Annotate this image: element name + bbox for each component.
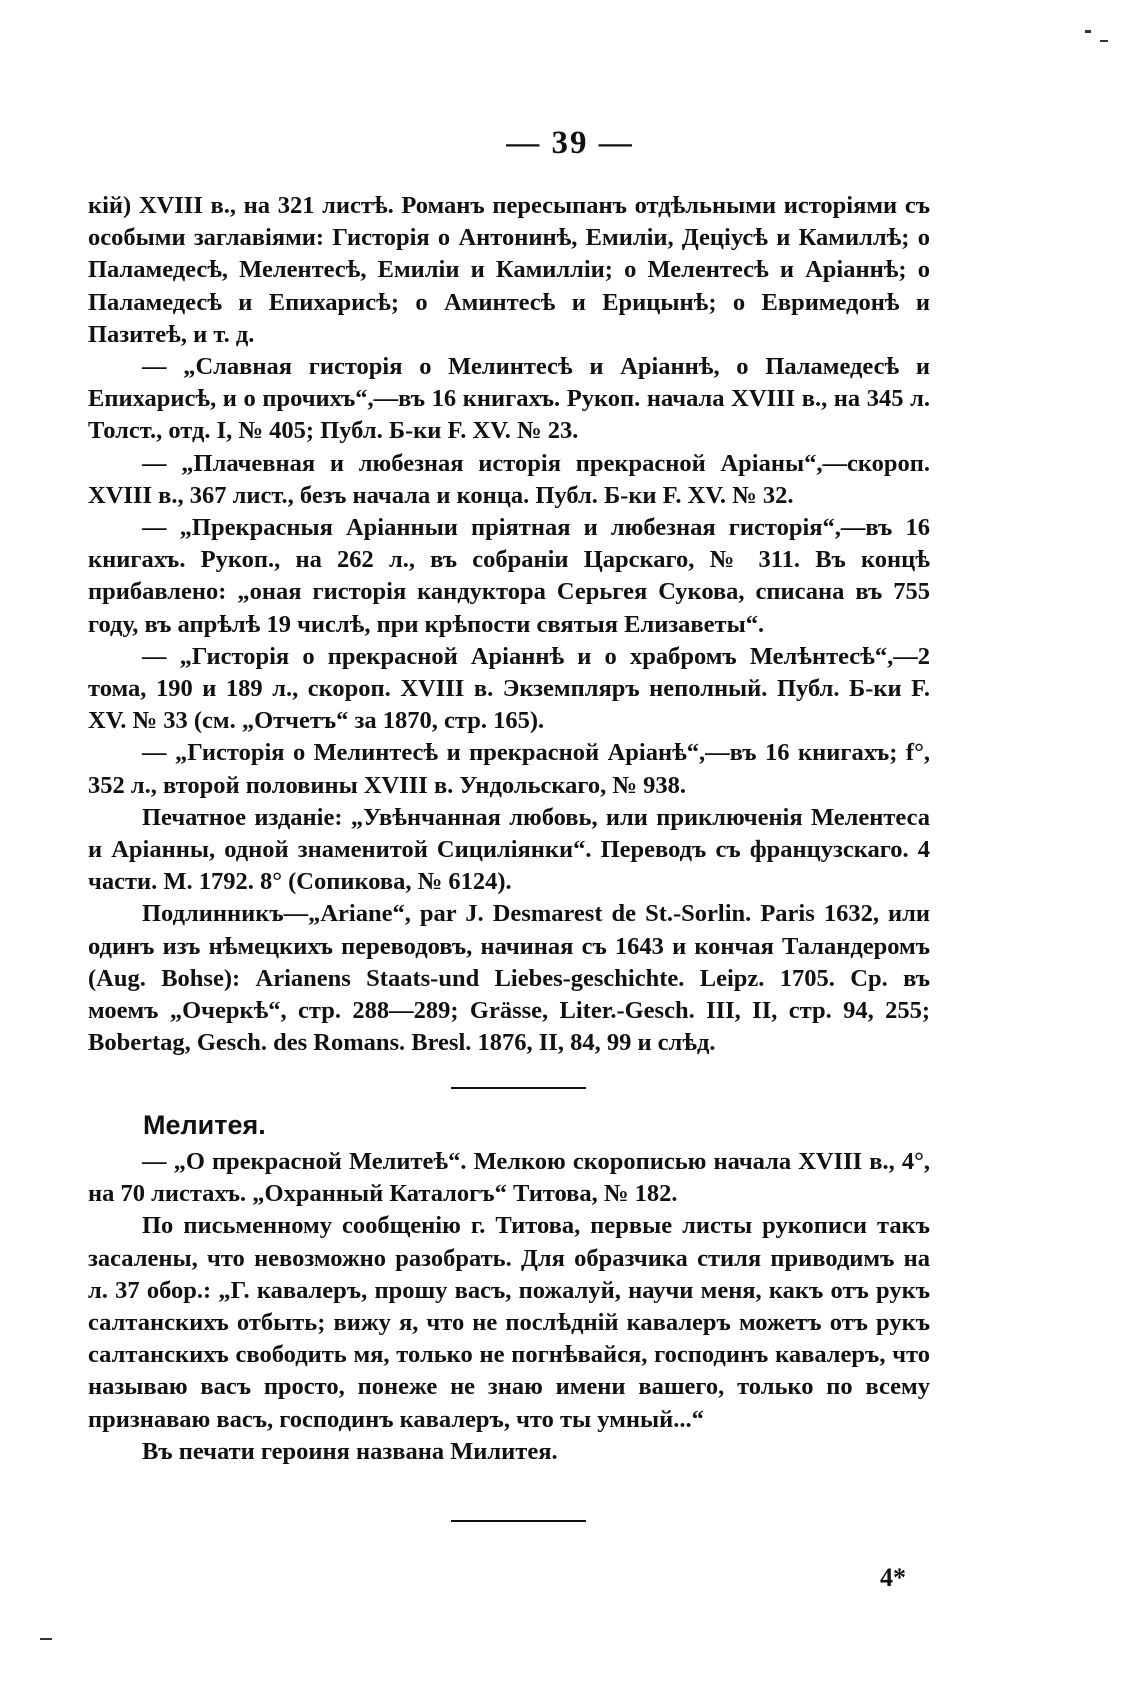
main-text-block <box>88 190 930 1059</box>
paragraph: — „Прекрасныя Аріанныи пріятная и любезная гисторія“,—въ 16 книгахъ. Рукоп., на 262 л., въ собраніи Царскаго, № 311. Въ концѣ прибавлено: „оная гисторія кандуктора Серьгея Сукова, списана въ 755 году, въ апрѣлѣ 19 числѣ, при крѣпости святыя Елизаветы“. <box>88 514 930 638</box>
paragraph: Подлинникъ—„Ariane“, par J. Desmarest de St.-Sorlin. Paris 1632, или одинъ изъ нѣмецкихъ переводовъ, начиная съ 1643 и кончая Таландеромъ (Aug. Bohse): Arianens Staats-und Liebes-geschichte. Leipz. 1705. Ср. въ моемъ „Очеркѣ“, стр. 288—289; Grässe, Liter.-Gesch. III, II, стр. 94, 255; Bobertag, Gesch. des Romans. Bresl. 1876, II, 84, 99 и слѣд. <box>88 900 930 1057</box>
paragraph: — „Славная гисторія о Мелинтесѣ и Аріаннѣ, о Паламедесѣ и Епихарисѣ, и о прочихъ“,—въ 16 книгахъ. Рукоп. начала XVIII в., на 345 л. Толст., отд. I, № 405; Публ. Б-ки F. XV. № 23. <box>88 353 930 445</box>
paragraph: — „Плачевная и любезная исторія прекрасной Аріаны“,—скороп. XVIII в., 367 лист., безъ начала и конца. Публ. Б-ки F. XV. № 32. <box>88 449 930 509</box>
paragraph: — „Гисторія о Мелинтесѣ и прекрасной Аріанѣ“,—въ 16 книгахъ; f°, 352 л., второй половины XVIII в. Ундольскаго, № 938. <box>88 739 930 799</box>
paragraph: Печатное изданіе: „Увѣнчанная любовь, или приключенія Мелентеса и Аріанны, одной знаменитой Сициліянки“. Переводъ съ французскаго. 4 части. М. 1792. 8° (Сопикова, № 6124). <box>88 803 930 896</box>
section-divider <box>451 1087 586 1089</box>
scan-speck <box>1085 30 1091 33</box>
end-divider <box>451 1520 586 1522</box>
section-heading: Мелитея. <box>143 1110 266 1140</box>
paragraph: — „О прекрасной Мелитеѣ“. Мелкою скорописью начала XVIII в., 4°, на 70 листахъ. „Охранный Каталогъ“ Титова, № 182. <box>88 1148 930 1208</box>
page-number: — 39 — <box>506 125 634 161</box>
paragraph: кій) XVIII в., на 321 листѣ. Романъ пересыпанъ отдѣльными исторіями съ особыми заглавіями: Гисторія о Антонинѣ, Емиліи, Децiусѣ и Камиллѣ; о Паламедесѣ, Мелентесѣ, Емилiи и Камилліи; о Мелентесѣ и Аріаннѣ; о Паламедесѣ и Епихарисѣ; о Аминтесѣ и Ерицынѣ; о Евримедонѣ и Пазитеѣ, и т. д. <box>88 192 930 348</box>
paragraph: По письменному сообщенію г. Титова, первые листы рукописи такъ засалены, что невозможно разобрать. Для образчика стиля приводимъ на л. 37 обор.: „Г. кавалеръ, прошу васъ, пожалуй, научи меня, какъ отъ рукъ салтанскихъ отбыть; вижу я, что не послѣдній кавалеръ можетъ отъ рукъ салтанскихъ свободить мя, только не погнѣвайся, господинъ кавалеръ, что называю васъ просто, понеже не знаю имени вашего, только по всему признаваю васъ, господинъ кавалеръ, что ты умный...“ <box>88 1212 930 1433</box>
scan-speck <box>40 1638 52 1640</box>
paragraph: Въ печати героиня названа Милитея. <box>142 1437 558 1465</box>
section-text-block <box>88 1146 930 1468</box>
scan-speck <box>1100 40 1108 42</box>
paragraph: — „Гисторія о прекрасной Аріаннѣ и о храбромъ Мелѣнтесѣ“,—2 тома, 190 и 189 л., скороп. XVIII в. Экземпляръ неполный. Публ. Б-ки F. XV. № 33 (см. „Отчетъ“ за 1870, стр. 165). <box>88 642 930 735</box>
signature-mark: 4* <box>880 1563 906 1592</box>
